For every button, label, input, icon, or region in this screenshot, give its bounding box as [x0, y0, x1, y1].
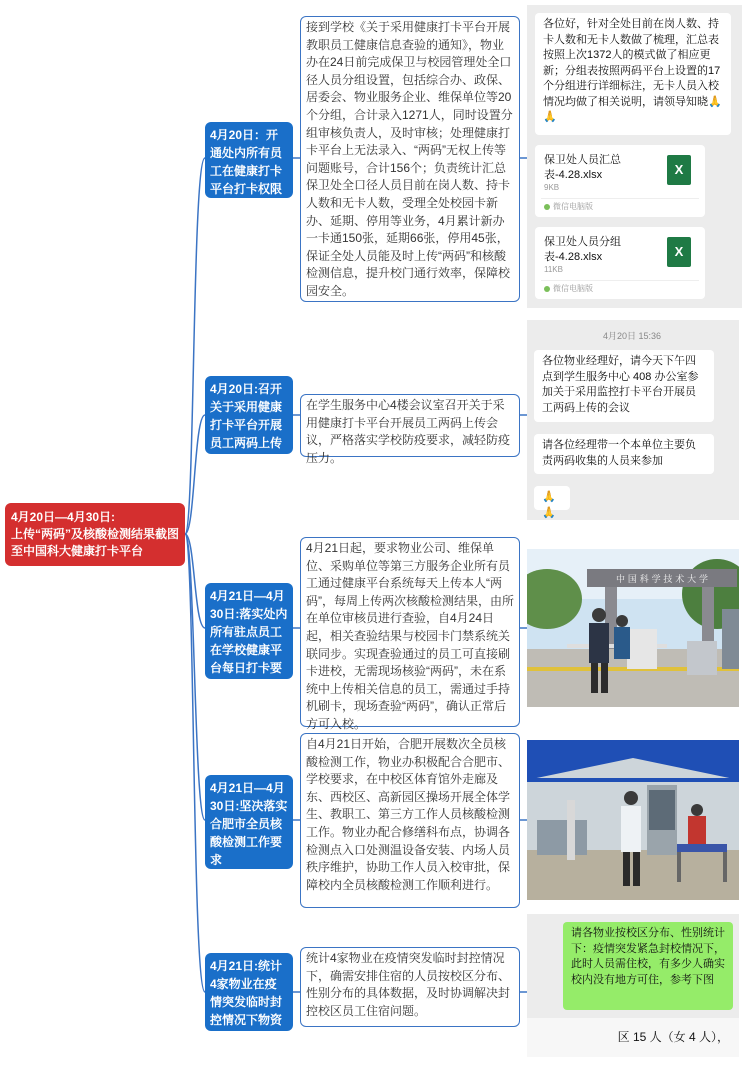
chat-screenshot-2	[527, 320, 739, 520]
file-source: 微信电脑版	[544, 201, 593, 212]
detail-box-1	[300, 16, 520, 302]
excel-icon: X	[667, 237, 691, 267]
detail-box-5	[300, 947, 520, 1027]
branch-title: 4月21日—4月30日:落实处内所有驻点员工在学校健康平台每日打卡要求。	[210, 589, 288, 693]
branch-title: 4月20日：开通处内所有员工在健康打卡平台打卡权限	[210, 128, 283, 196]
chat-screenshot-1	[527, 5, 742, 308]
chat-message: 各位物业经理好，请今天下午四点到学生服务中心 408 办公室参加关于采用监控打卡平台开展员工两码上传的会议	[534, 350, 714, 422]
chat-message: 请各位经理带一个本单位主要负责两码收集的人员来参加	[534, 434, 714, 474]
campus-gate-photo	[527, 549, 739, 707]
testing-photo-drawing	[527, 740, 739, 900]
wechat-icon	[544, 286, 550, 292]
branch-title: 4月21日—4月30日:坚决落实合肥市全员核酸检测工作要求	[210, 781, 288, 867]
detail-box-2	[300, 394, 520, 465]
file-card[interactable]	[535, 145, 705, 217]
detail-text: 自4月21日开始，合肥开展数次全员核酸检测工作，物业办积极配合合肥市、学校要求，在中校区体育馆外走廊及东、西校区、高新园区操场开展全体学生、教职工、第三方工作人员核酸检测工作。物业办配合修缮科布点，协调各检测点入口处测温设备安装、内场人员秩序维护，协助工作人员入校审批，保障校内全员核酸检测工作顺利进行。	[306, 737, 511, 892]
detail-box-3	[300, 537, 520, 731]
detail-text: 4月21日起，要求物业公司、维保单位、采购单位等第三方服务企业所有员工通过健康平台系统每天上传本人“两码”，每周上传两次核酸检测结果，由所在单位审核员进行查验，自4月24日起，相关查验结果与校园卡门禁系统关联同步。实现查验通过的员工可直接刷卡进校，无需现场核验“两码”，未在系统中上传相关信息的员工，需通过手持机刷卡，现场查验“两码”，确认正常后方可入校。	[306, 541, 514, 731]
link-root-branch-5	[185, 534, 205, 992]
chat-screenshot-3	[527, 914, 739, 1057]
file-name: 保卫处人员分组表-4.28.xlsx	[544, 236, 621, 263]
file-size: 11KB	[544, 265, 563, 274]
chat-message: 各位好，针对全处目前在岗人数、持卡人数和无卡人数做了梳理，汇总表按照上次1372人的模式做了相应更新；分组表按照两码平台上设置的17个分组进行详细标注，无卡人员入校情况均做了相关说明，请领导知晓🙏🙏	[535, 13, 731, 135]
chat-message: 🙏🙏	[534, 486, 570, 510]
detail-text: 接到学校《关于采用健康打卡平台开展教职员工健康信息查验的通知》，物业办在24日前完成保卫与校园管理处全口径人员分组设置，包括综合办、政保、居委会、物业服务企业、维保单位等20个分组，合计录入1271人，同时设置分组审核负责人，及时审核；处理健康打卡平台上无法录入、“两码”无权上传等问题账号，合计156个；负责统计汇总保卫处全口径人员目前在岗人数、持卡人数和无卡人数，受理全处校园卡新办、延期、停用等业务，4月累计新办一卡通150张，延期66张，停用45张，保证全处人员能及时上传“两码”和核酸检测信息，提升校门通行效率，保障校园安全。	[306, 20, 513, 298]
branch-node-5	[205, 953, 293, 1045]
testing-site-photo	[527, 740, 739, 900]
detail-box-4	[300, 733, 520, 908]
branch-node-2	[205, 376, 293, 468]
branch-node-3	[205, 583, 293, 693]
root-label: 4月20日—4月30日: 上传“两码”及核酸检测结果截图至中国科大健康打卡平台	[11, 510, 180, 558]
file-size: 9KB	[544, 183, 560, 192]
wechat-icon	[544, 204, 550, 210]
root-node	[5, 503, 185, 566]
branch-node-1	[205, 122, 293, 198]
excel-icon: X	[667, 155, 691, 185]
file-name: 保卫处人员汇总表-4.28.xlsx	[544, 154, 621, 181]
detail-text: 统计4家物业在疫情突发临时封控情况下，确需安排住宿的人员按校区分布、性别分布的具体数据，及时协调解决封控校区员工住宿问题。	[306, 951, 511, 1018]
branch-node-4	[205, 775, 293, 869]
file-source: 微信电脑版	[544, 283, 593, 294]
file-card[interactable]	[535, 227, 705, 299]
gate-photo-drawing	[527, 549, 739, 707]
chat-message-sent: 请各物业按校区分布、性别统计下：疫情突发紧急封校情况下，此时人员需住校，有多少人确实校内没有地方可住，参考下图	[563, 922, 733, 1010]
chat-timestamp: 4月20日 15:36	[602, 331, 662, 341]
gate-sign-text: 中 国 科 学 技 术 大 学	[615, 575, 709, 585]
branch-title: 4月20日:召开关于采用健康打卡平台开展员工两码上传专项会议	[210, 382, 283, 468]
detail-text: 在学生服务中心4楼会议室召开关于采用健康打卡平台开展员工两码上传会议，严格落实学校防疫要求，减轻防疫压力。	[306, 398, 511, 465]
branch-title: 4月21日:统计4家物业在疫情突发临时封控情况下物资储备情况	[210, 959, 283, 1045]
link-root-branch-4	[185, 534, 205, 820]
chat-snippet: 区 15 人（女 4 人），	[527, 1018, 739, 1057]
